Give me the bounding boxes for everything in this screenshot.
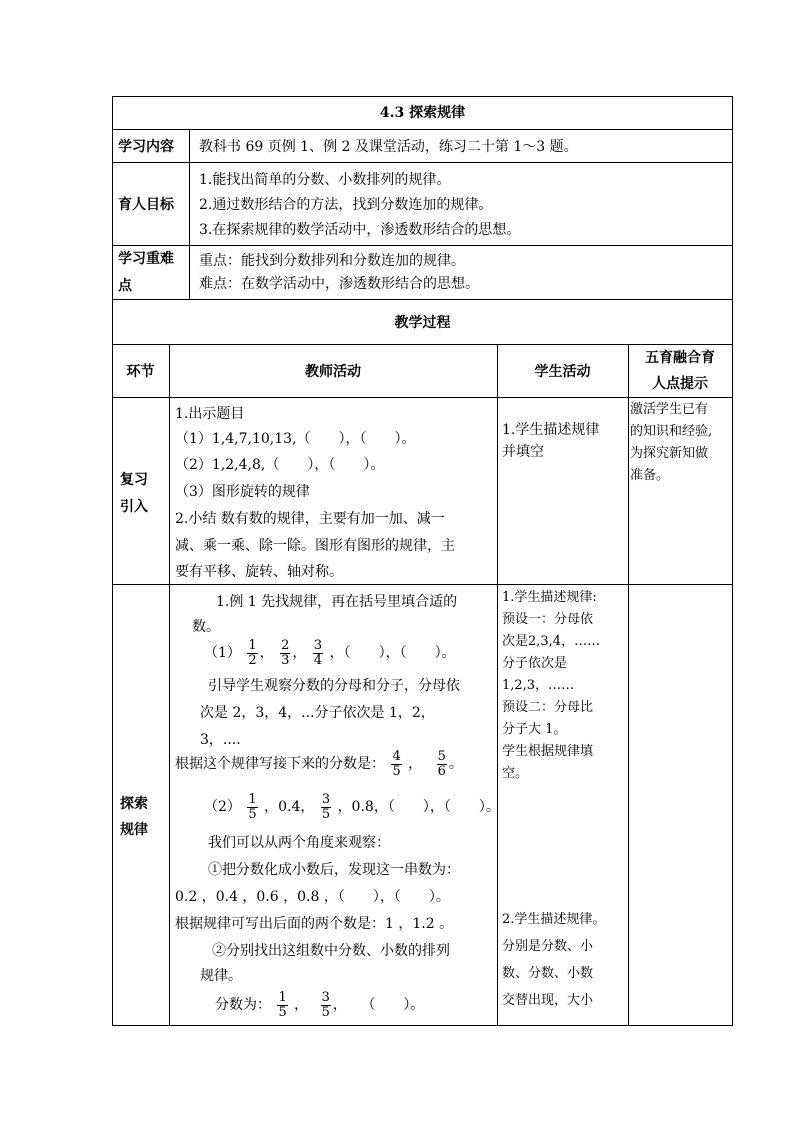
fraction (280, 639, 290, 668)
review-tip: 为探究新知做 (630, 446, 709, 461)
review-line: （1）1,4,7,10,13,（ ），（ ）。 (175, 431, 416, 447)
fraction-series-suffix: （ ）。 (361, 997, 425, 1013)
goal-line: 3.在探索规律的数学活动中，渗透数形结合的思想。 (199, 222, 521, 238)
row-divider (112, 129, 733, 130)
lesson-plan-table (112, 96, 733, 1026)
next-fractions-label: 根据这个规律写接下来的分数是： (175, 756, 385, 772)
explore-student: 1.学生描述规律: (502, 590, 597, 605)
explore-line: 我们可以从两个角度来观察： (208, 835, 390, 851)
explore-line: 根据规律可写出后面的两个数是：1 ，1.2 。 (175, 916, 454, 932)
fraction-denominator: 4 (313, 652, 323, 668)
row-divider (112, 584, 733, 585)
explore-line: 次是 2，3，4，...分子依次是 1，2， (200, 705, 435, 721)
fraction-numerator: 1 (248, 637, 257, 653)
review-student: 1.学生描述规律 (502, 422, 600, 438)
example-1-line: （1） $\frac{1}{2}$ ， $\frac{2}{3}$ ， $\frac{3}{4}$ ，（ ），（ ）。 (204, 637, 456, 668)
example-2-mid: ，0.4， (264, 799, 315, 815)
review-line: （3）图形旋转的规律 (175, 484, 310, 500)
explore-line: ②分别找出这组数中分数、小数的排列 (212, 943, 450, 959)
stage-review: 复习 (120, 472, 148, 488)
review-student: 并填空 (502, 444, 544, 460)
col-divider-student (628, 344, 629, 1026)
example-2-prefix: （2） (204, 799, 241, 815)
fraction (277, 991, 287, 1020)
fraction-numerator: 5 (437, 748, 446, 764)
stage-explore: 规律 (120, 822, 148, 838)
row-divider (112, 344, 733, 345)
header-teacher: 教师活动 (305, 364, 361, 380)
explore-line: 引导学生观察分数的分母和分子，分母依 (208, 678, 460, 694)
focus-line: 重点：能找到分数排列和分数连加的规律。 (199, 253, 465, 269)
fraction-numerator: 3 (321, 989, 330, 1005)
example-1-suffix: ，（ ），（ ）。 (329, 645, 456, 661)
table-border-top (112, 96, 733, 97)
col-divider-stage (169, 344, 170, 1026)
explore-student: 分别是分数、小 (502, 939, 594, 954)
fraction-numerator: 4 (392, 748, 401, 764)
header-tips: 人点提示 (652, 376, 708, 392)
header-student: 学生活动 (534, 364, 591, 380)
fraction-numerator: 3 (321, 791, 331, 807)
next-fractions-line: 根据这个规律写接下来的分数是： $\frac{4}{5}$ ， $\frac{5}{6}$ 。 (175, 748, 463, 779)
header-tips: 五育融合育 (645, 350, 715, 366)
fraction-denominator: 3 (281, 652, 290, 668)
goal-line: 2.通过数形结合的方法，找到分数连加的规律。 (199, 197, 493, 213)
review-tip: 的知识和经验, (630, 424, 713, 439)
explore-student: 预设二：分母比 (502, 700, 594, 715)
focus-line: 难点：在数学活动中，渗透数形结合的思想。 (199, 276, 479, 292)
goal-line: 1.能找出简单的分数、小数排列的规律。 (199, 172, 451, 188)
explore-student: 分子大 1。 (502, 722, 567, 737)
explore-student: 数、分数、小数 (502, 966, 594, 981)
review-tip: 激活学生已有 (630, 402, 709, 417)
table-border-right (732, 96, 733, 1026)
explore-line: 0.2 ，0.4 ，0.6 ，0.8 ，（ ），（ ）。 (175, 889, 450, 905)
fraction-denominator: 5 (278, 1004, 287, 1020)
review-line: （2）1,2,4,8,（ ），（ ）。 (175, 457, 385, 473)
explore-student: 预设一：分母依 (502, 612, 594, 627)
focus-label: 学习重难 (118, 251, 174, 267)
row-divider (112, 397, 733, 398)
explore-line: 数。 (192, 619, 220, 635)
table-border-left (112, 96, 113, 1026)
row-divider (112, 299, 733, 300)
example-1-prefix: （1） (204, 645, 241, 661)
fraction (247, 639, 257, 668)
row-divider (112, 245, 733, 246)
explore-student: 空。 (502, 766, 529, 781)
fraction (391, 750, 401, 779)
explore-line: 3，.... (200, 732, 241, 748)
fraction-numerator: 1 (278, 989, 287, 1005)
fraction-denominator: 2 (248, 652, 257, 668)
explore-student: 分子依次是 (502, 656, 568, 671)
fraction (321, 991, 331, 1020)
fraction-denominator: 5 (321, 806, 331, 822)
table-border-bottom (112, 1025, 733, 1026)
explore-student: 2.学生描述规律。 (502, 912, 606, 927)
fraction-numerator: 3 (313, 637, 323, 653)
explore-line: ①把分数化成小数后，发现这一串数为： (208, 862, 460, 878)
example-2-suffix: ，0.8，（ ），（ ）。 (337, 799, 500, 815)
fraction-series-line: 分数为： $\frac{1}{5}$ ， $\frac{3}{5}$ ， （ ）。 (215, 989, 425, 1020)
fraction-denominator: 5 (248, 806, 257, 822)
explore-student: 学生根据规律填 (502, 744, 594, 759)
fraction-denominator: 6 (437, 763, 446, 779)
header-stage: 环节 (126, 364, 155, 380)
fraction (313, 639, 323, 668)
fraction (321, 793, 331, 822)
fraction-series-label: 分数为： (215, 997, 271, 1013)
process-title: 教学过程 (394, 315, 451, 331)
explore-line: 规律。 (200, 968, 242, 984)
focus-label: 点 (118, 278, 132, 294)
review-tip: 准备。 (630, 468, 670, 483)
stage-review: 引入 (120, 499, 148, 515)
page-title: 4.3 探索规律 (379, 105, 466, 121)
fraction-denominator: 5 (392, 763, 401, 779)
fraction-numerator: 1 (248, 791, 257, 807)
example-2-line (204, 790, 500, 824)
explore-student: 1,2,3，…… (502, 678, 575, 693)
review-line: 要有平移、旋转、轴对称。 (175, 564, 343, 580)
col-divider-teacher (497, 344, 498, 1026)
explore-student: 次是2,3,4，…… (502, 634, 601, 649)
review-line: 1.出示题目 (175, 406, 245, 422)
explore-student: 交替出现，大小 (502, 993, 594, 1008)
review-line: 2.小结 数有数的规律，主要有加一加、减一 (175, 511, 445, 527)
goal-label: 育人目标 (118, 197, 174, 213)
row-divider (112, 162, 733, 163)
stage-explore: 探索 (120, 796, 148, 812)
fraction-denominator: 5 (321, 1004, 330, 1020)
fraction-numerator: 2 (281, 637, 290, 653)
col-divider-label (189, 129, 190, 299)
fraction (437, 750, 447, 779)
content-text: 教科书 69 页例 1、例 2 及课堂活动，练习二十第 1～3 题。 (199, 139, 578, 155)
review-line: 减、乘一乘、除一除。图形有图形的规律，主 (175, 538, 455, 554)
fraction (247, 793, 257, 822)
content-label: 学习内容 (118, 139, 174, 155)
explore-line: 1.例 1 先找规律，再在括号里填合适的 (216, 594, 458, 610)
